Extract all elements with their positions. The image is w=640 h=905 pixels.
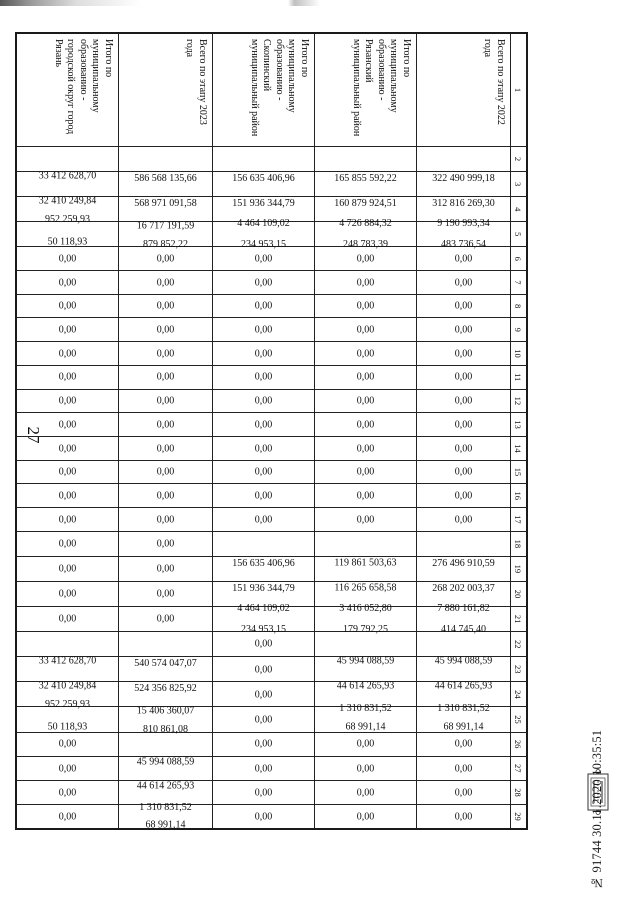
- cell-value: 0,00: [254, 513, 273, 525]
- column-number-cell: 21: [511, 607, 528, 632]
- column-number-cell: 6: [511, 247, 528, 271]
- cell-value: 151 936 344,79: [232, 197, 295, 209]
- table-row: [119, 33, 213, 829]
- value-cell: [16, 342, 119, 366]
- value-cell: [16, 247, 119, 271]
- value-cell: [417, 436, 511, 460]
- cell-value: 0,00: [454, 490, 473, 502]
- value-cell: [315, 271, 417, 295]
- cell-value: 45 994 088,59: [136, 755, 195, 767]
- scan-edge-artifact: [0, 0, 640, 6]
- cell-value: 0,00: [356, 348, 375, 359]
- cell-value: 0,00: [356, 738, 375, 750]
- cell-value: 0,00: [58, 588, 77, 600]
- cell-value: 0,00: [58, 762, 77, 774]
- value-cell: [16, 222, 119, 247]
- cell-value: 0,00: [58, 253, 77, 265]
- cell-value: 0,00: [254, 738, 273, 750]
- value-cell: [213, 484, 315, 508]
- cell-value: 0,00: [356, 324, 375, 336]
- cell-value: 0,00: [156, 300, 175, 312]
- cell-value: 3 416 052,80: [339, 602, 392, 614]
- value-cell: [315, 413, 417, 437]
- table-row: [315, 33, 417, 829]
- cell-value: 0,00: [58, 371, 77, 383]
- cell-value: 568 971 091,58: [134, 197, 197, 209]
- cell-value: 0,00: [58, 738, 77, 750]
- cell-value: 0,00: [254, 395, 273, 407]
- cell-value: 0,00: [254, 663, 273, 675]
- value-cell: [16, 484, 119, 508]
- cell-value: 0,00: [58, 348, 77, 359]
- cell-value: 0,00: [58, 490, 77, 502]
- value-cell: [119, 146, 213, 184]
- cell-value: 322 490 999,18: [432, 172, 495, 184]
- column-number-cell: 26: [511, 732, 528, 756]
- value-cell: [213, 732, 315, 756]
- cell-value: 0,00: [454, 442, 473, 454]
- value-cell: [119, 389, 213, 413]
- cell-value: 0,00: [454, 762, 473, 774]
- cell-value: 0,00: [156, 466, 175, 478]
- cell-value: 119 861 503,63: [334, 557, 397, 569]
- cell-value: 0,00: [156, 324, 175, 336]
- cell-value: 44 614 265,93: [434, 680, 493, 692]
- value-cell: [16, 707, 119, 732]
- cell-value: 0,00: [58, 395, 77, 407]
- cell-value: 45 994 088,59: [336, 655, 395, 667]
- value-cell: [315, 780, 417, 804]
- value-cell: [213, 146, 315, 184]
- value-cell: [16, 460, 119, 484]
- value-cell: [213, 365, 315, 389]
- value-cell: [119, 271, 213, 295]
- data-table: [15, 32, 528, 830]
- value-cell: [213, 756, 315, 780]
- cell-value: 0,00: [356, 419, 375, 431]
- cell-value: 0,00: [58, 419, 77, 431]
- value-cell: [315, 756, 417, 780]
- cell-value: 156 635 406,96: [232, 172, 295, 184]
- value-cell: [119, 460, 213, 484]
- cell-value: 276 496 910,59: [432, 557, 495, 569]
- value-cell: [315, 531, 417, 569]
- value-cell: [417, 342, 511, 366]
- value-cell: [417, 247, 511, 271]
- cell-value: 879 852,22: [143, 239, 188, 251]
- column-number-cell: 16: [511, 484, 528, 508]
- cell-value: 0,00: [254, 276, 273, 288]
- cell-value: 0,00: [156, 442, 175, 454]
- column-number-cell: 3: [511, 172, 528, 197]
- column-number-cell: 15: [511, 460, 528, 484]
- cell-value: 0,00: [254, 786, 273, 798]
- cell-value: 268 202 003,37: [432, 582, 495, 594]
- value-cell: [119, 732, 213, 767]
- column-number-cell: 28: [511, 780, 528, 804]
- value-cell: [417, 531, 511, 569]
- value-cell: [213, 780, 315, 804]
- cell-value: 0,00: [156, 419, 175, 431]
- cell-value: 156 635 406,96: [232, 557, 295, 569]
- cell-value: 0,00: [454, 811, 473, 823]
- value-cell: [213, 342, 315, 366]
- value-cell: [213, 632, 315, 657]
- value-cell: [213, 657, 315, 682]
- value-cell: [315, 318, 417, 342]
- cell-value: 0,00: [58, 563, 77, 575]
- cell-value: 32 410 249,84: [38, 195, 97, 207]
- cell-value: 0,00: [356, 442, 375, 454]
- column-number-cell: 22: [511, 632, 528, 657]
- cell-value: 0,00: [254, 348, 273, 359]
- cell-value: 0,00: [254, 324, 273, 336]
- cell-value: 33 412 628,70: [38, 170, 97, 182]
- value-cell: [315, 508, 417, 532]
- cell-value: 33 412 628,70: [38, 655, 97, 667]
- cell-value: 0,00: [254, 811, 273, 823]
- cell-value: 116 265 658,58: [334, 582, 397, 594]
- value-cell: [417, 732, 511, 756]
- value-cell: [213, 247, 315, 271]
- column-number-cell: 29: [511, 805, 528, 829]
- value-cell: [417, 146, 511, 184]
- cell-value: 0,00: [58, 300, 77, 312]
- cell-value: 0,00: [156, 253, 175, 265]
- value-cell: [119, 607, 213, 632]
- value-cell: [213, 413, 315, 437]
- value-cell: [16, 632, 119, 667]
- cell-value: 0,00: [156, 490, 175, 502]
- value-cell: [417, 294, 511, 318]
- cell-value: 0,00: [156, 588, 175, 600]
- cell-value: 0,00: [356, 490, 375, 502]
- cell-value: 0,00: [454, 738, 473, 750]
- value-cell: [213, 460, 315, 484]
- column-number-cell: 27: [511, 756, 528, 780]
- cell-value: 1 310 831,52: [437, 703, 490, 715]
- value-cell: [315, 342, 417, 366]
- value-cell: [315, 732, 417, 756]
- value-cell: [417, 389, 511, 413]
- value-cell: [16, 732, 119, 756]
- value-cell: [16, 318, 119, 342]
- value-cell: [16, 365, 119, 389]
- cell-value: 0,00: [58, 466, 77, 478]
- value-cell: [16, 508, 119, 532]
- cell-value: 952 259,93: [45, 699, 90, 711]
- value-cell: [213, 805, 315, 829]
- value-cell: [119, 247, 213, 271]
- column-number-cell: 25: [511, 707, 528, 732]
- cell-value: 0,00: [254, 638, 273, 650]
- value-cell: [119, 581, 213, 606]
- cell-value: 0,00: [356, 253, 375, 265]
- cell-value: 0,00: [254, 490, 273, 502]
- value-cell: [213, 682, 315, 707]
- cell-value: 4 726 884,32: [339, 217, 392, 229]
- value-cell: [119, 508, 213, 532]
- value-cell: [119, 342, 213, 366]
- value-cell: [16, 271, 119, 295]
- cell-value: 0,00: [454, 466, 473, 478]
- value-cell: [213, 271, 315, 295]
- column-number-cell: 4: [511, 197, 528, 222]
- value-cell: [16, 805, 119, 829]
- column-number-row: [511, 33, 528, 829]
- cell-value: 0,00: [356, 300, 375, 312]
- column-number-cell: 23: [511, 657, 528, 682]
- value-cell: [213, 531, 315, 569]
- column-number-cell: 2: [511, 146, 528, 171]
- value-cell: [119, 556, 213, 581]
- value-cell: [315, 436, 417, 460]
- value-cell: [119, 484, 213, 508]
- value-cell: [16, 531, 119, 556]
- value-cell: [417, 780, 511, 804]
- cell-value: 0,00: [454, 513, 473, 525]
- value-cell: [16, 607, 119, 632]
- value-cell: [16, 436, 119, 460]
- cell-value: 312 816 269,30: [432, 197, 495, 209]
- cell-value: 0,00: [454, 276, 473, 288]
- cell-value: 15 406 360,07: [136, 705, 195, 717]
- column-number-cell: 8: [511, 294, 528, 318]
- value-cell: [315, 805, 417, 829]
- row-label: Итого по муниципальному образованию - Рязанский муниципальный район: [315, 33, 417, 146]
- value-cell: [119, 632, 213, 669]
- cell-value: 32 410 249,84: [38, 680, 97, 692]
- cell-value: 0,00: [454, 300, 473, 312]
- cell-value: 0,00: [58, 811, 77, 823]
- cell-value: 1 310 831,52: [339, 703, 392, 715]
- cell-value: 165 855 592,22: [334, 172, 397, 184]
- column-number-cell: 24: [511, 682, 528, 707]
- value-cell: [119, 318, 213, 342]
- value-cell: [417, 365, 511, 389]
- cell-value: 248 783,39: [343, 239, 388, 251]
- cell-value: 68 991,14: [145, 819, 186, 831]
- cell-value: 0,00: [58, 786, 77, 798]
- cell-value: 0,00: [156, 348, 175, 359]
- column-number-cell: 13: [511, 413, 528, 437]
- column-number-cell: 14: [511, 436, 528, 460]
- rotated-table-container: [38, 32, 528, 831]
- value-cell: [16, 556, 119, 581]
- column-number-cell: 1: [511, 33, 528, 146]
- page-number: 27: [24, 426, 43, 444]
- cell-value: 4 464 109,02: [237, 602, 290, 614]
- value-cell: [417, 632, 511, 667]
- table-row: [417, 33, 511, 829]
- value-cell: [16, 294, 119, 318]
- column-number-cell: 17: [511, 508, 528, 532]
- column-number-cell: 20: [511, 581, 528, 606]
- value-cell: [213, 318, 315, 342]
- column-number-cell: 12: [511, 389, 528, 413]
- value-cell: [315, 294, 417, 318]
- value-cell: [417, 271, 511, 295]
- table-row: [16, 33, 119, 829]
- cell-value: 0,00: [454, 786, 473, 798]
- value-cell: [16, 780, 119, 804]
- row-label: Итого по муниципальному образованию - городской округ город Рязань: [16, 33, 119, 146]
- cell-value: 0,00: [156, 538, 175, 550]
- cell-value: 0,00: [454, 253, 473, 265]
- cell-value: 0,00: [254, 419, 273, 431]
- value-cell: [119, 531, 213, 556]
- cell-value: 50 118,93: [47, 721, 88, 733]
- column-number-cell: 11: [511, 365, 528, 389]
- value-cell: [417, 413, 511, 437]
- cell-value: 0,00: [58, 613, 77, 625]
- cell-value: 586 568 135,66: [134, 172, 197, 184]
- table-row: [213, 33, 315, 829]
- cell-value: 0,00: [454, 419, 473, 431]
- cell-value: 0,00: [156, 613, 175, 625]
- value-cell: [315, 484, 417, 508]
- cell-value: 0,00: [356, 786, 375, 798]
- cell-value: 44 614 265,93: [136, 779, 195, 791]
- cell-value: 151 936 344,79: [232, 582, 295, 594]
- cell-value: 0,00: [254, 371, 273, 383]
- cell-value: 0,00: [356, 762, 375, 774]
- cell-value: 0,00: [254, 688, 273, 700]
- value-cell: [16, 413, 119, 437]
- cell-value: 0,00: [356, 466, 375, 478]
- value-cell: [16, 756, 119, 780]
- value-cell: [213, 294, 315, 318]
- cell-value: 952 259,93: [45, 214, 90, 226]
- cell-value: 0,00: [254, 762, 273, 774]
- value-cell: [213, 707, 315, 732]
- value-cell: [315, 247, 417, 271]
- cell-value: 0,00: [254, 442, 273, 454]
- cell-value: 68 991,14: [345, 721, 386, 733]
- cell-value: 0,00: [454, 395, 473, 407]
- value-cell: [417, 460, 511, 484]
- cell-value: 0,00: [356, 811, 375, 823]
- cell-value: 0,00: [58, 442, 77, 454]
- cell-value: 0,00: [156, 395, 175, 407]
- cell-value: 414 745,40: [441, 624, 486, 636]
- value-cell: [417, 756, 511, 780]
- row-label: Всего по этапу 2022 года: [417, 33, 511, 146]
- cell-value: 234 953,15: [241, 239, 286, 251]
- column-number-cell: 18: [511, 531, 528, 556]
- value-cell: [119, 436, 213, 460]
- cell-value: 4 464 109,02: [237, 217, 290, 229]
- cell-value: 7 880 161,82: [437, 602, 490, 614]
- cell-value: 0,00: [156, 513, 175, 525]
- cell-value: 44 614 265,93: [336, 680, 395, 692]
- value-cell: [315, 460, 417, 484]
- value-cell: [213, 389, 315, 413]
- cell-value: 0,00: [58, 276, 77, 288]
- value-cell: [119, 294, 213, 318]
- value-cell: [315, 389, 417, 413]
- cell-value: 810 861,08: [143, 724, 188, 736]
- cell-value: 0,00: [58, 513, 77, 525]
- column-number-cell: 7: [511, 271, 528, 295]
- value-cell: [417, 484, 511, 508]
- value-cell: [119, 365, 213, 389]
- value-cell: [417, 805, 511, 829]
- row-label: Всего по этапу 2023 года: [119, 33, 213, 146]
- cell-value: 1 310 831,52: [139, 801, 192, 813]
- column-number-cell: 5: [511, 222, 528, 247]
- value-cell: [315, 365, 417, 389]
- cell-value: 0,00: [454, 324, 473, 336]
- cell-value: 16 717 191,59: [136, 220, 195, 232]
- cell-value: 9 190 993,34: [437, 217, 490, 229]
- value-cell: [417, 508, 511, 532]
- column-number-cell: 10: [511, 342, 528, 366]
- value-cell: [417, 318, 511, 342]
- value-cell: [315, 632, 417, 667]
- cell-value: 0,00: [254, 466, 273, 478]
- cell-value: 483 736,54: [441, 239, 486, 251]
- cell-value: 0,00: [156, 276, 175, 288]
- value-cell: [119, 413, 213, 437]
- value-cell: [16, 389, 119, 413]
- value-cell: [315, 146, 417, 184]
- cell-value: 0,00: [156, 563, 175, 575]
- cell-value: 0,00: [254, 300, 273, 312]
- value-cell: [213, 508, 315, 532]
- cell-value: 0,00: [156, 371, 175, 383]
- cell-value: 540 574 047,07: [134, 657, 197, 669]
- cell-value: 0,00: [58, 324, 77, 336]
- cell-value: 0,00: [356, 513, 375, 525]
- cell-value: 0,00: [454, 371, 473, 383]
- cell-value: 0,00: [254, 253, 273, 265]
- column-number-cell: 19: [511, 556, 528, 581]
- value-cell: [16, 581, 119, 606]
- value-cell: [16, 146, 119, 182]
- column-number-cell: 9: [511, 318, 528, 342]
- cell-value: 234 953,15: [241, 624, 286, 636]
- registration-stamp: № 91744 30.11.2020 10:35:51: [590, 729, 604, 890]
- cell-value: 0,00: [356, 276, 375, 288]
- cell-value: 0,00: [58, 538, 77, 550]
- cell-value: 50 118,93: [47, 236, 88, 248]
- cell-value: 160 879 924,51: [334, 197, 397, 209]
- cell-value: 45 994 088,59: [434, 655, 493, 667]
- cell-value: 68 991,14: [443, 721, 484, 733]
- cell-value: 0,00: [356, 371, 375, 383]
- cell-value: 0,00: [454, 348, 473, 359]
- row-label: Итого по муниципальному образованию - Скопинский муниципальный район: [213, 33, 315, 146]
- cell-value: 0,00: [254, 713, 273, 725]
- cell-value: 179 792,25: [343, 624, 388, 636]
- cell-value: 524 356 825,92: [134, 683, 197, 694]
- cell-value: 0,00: [356, 395, 375, 407]
- value-cell: [213, 436, 315, 460]
